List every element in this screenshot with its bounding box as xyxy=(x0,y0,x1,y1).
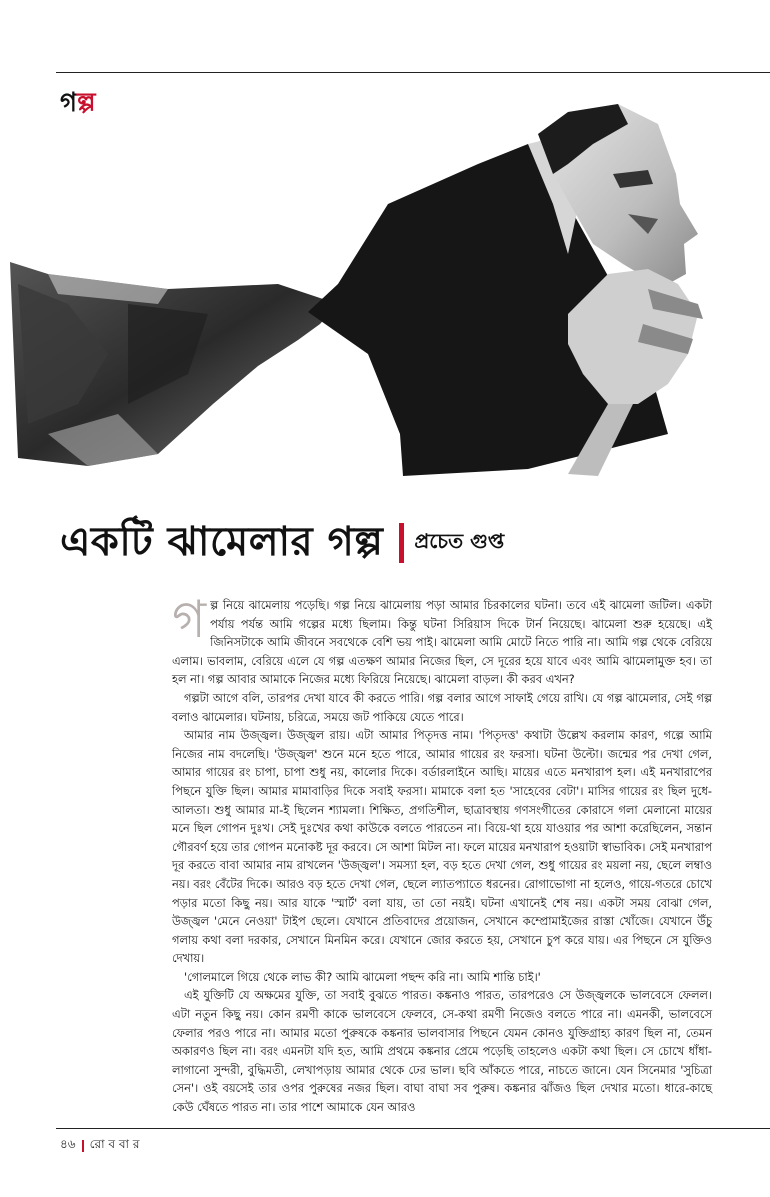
paragraph-text: ল্প নিয়ে ঝামেলায় পড়েছি। গল্প নিয়ে ঝামেলায় পড়া আমার চিরকালের ঘটনা। তবে এই ঝামেলা জটিল। একটা পর্যায় পর্যন্ত আমি গল্পের মধ্যে ছিলাম। কিন্তু ঘটনা সিরিয়াস দিকে টার্ন নিয়েছে। ঝামেলা শুরু হয়েছে। এই জিনিসটাকে আমি জীবনে সবথেকে বেশি ভয় পাই। ঝামেলা আমি মোটে নিতে পারি না। আমি গল্প থেকে বেরিয়ে এলাম। ভাবলাম, বেরিয়ে এলে যে গল্প এতক্ষণ আমার নিজের ছিল, সে দূরের হয়ে যাবে এবং আমি ঝামেলামুক্ত হব। তা হল না। গল্প আবার আমাকে নিজের মধ্যে ফিরিয়ে নিয়েছে। ঝামেলা বাড়ল। কী করব এখন? xyxy=(172,598,712,687)
paragraph: আমার নাম উজ্জ্বল। উজ্জ্বল রায়। এটা আমার পিতৃদত্ত নাম। 'পিতৃদত্ত' কথাটা উল্লেখ করলাম কারণ, গল্পে আমি নিজের নাম বদলেছি। 'উজ্জ্বল' শুনে মনে হতে পারে, আমার গায়ের রং ফরসা। ঘটনা উল্টো। জন্মের পর দেখা গেল, আমার গায়ের রং চাপা, চাপা শুধু নয়, কালোর দিকে। বর্ডারলাইনে আছি। মায়ের এতে মনখারাপ হল। এই মনখারাপের পিছনে যুক্তি ছিল। আমার মামাবাড়ির দিকে সবাই ফরসা। মামাকে বলা হত 'সাহেবের বেটা'। মাসির গায়ের রং ছিল দুধে-আলতা। শুধু আমার মা-ই ছিলেন শ্যামলা। শিক্ষিত, প্রগতিশীল, ছাত্রাবস্থায় গণসংগীতের কোরাসে গলা মেলানো মায়ের মনে ছিল গোপন দুঃখ। সেই দুঃখের কথা কাউকে বলতে পারতেন না। বিয়ে-থা হয়ে যাওয়ার পর আশা করেছিলেন, সন্তান গৌরবর্ণ হয়ে তার গোপন মনোকষ্ট দূর করবে। সে আশা মিটল না। ফলে মায়ের মনখারাপ হওয়াটা স্বাভাবিক। সেই মনখারাপ দূর করতে বাবা আমার নাম রাখলেন 'উজ্জ্বল'। সমস্যা হল, বড় হতে দেখা গেল, শুধু গায়ের রং ময়লা নয়, ছেলে লম্বাও নয়। বরং বেঁটের দিকে। আরও বড় হতে দেখা গেল, ছেলে ল্যাতপ্যাতে ধরনের। রোগাভোগা না হলেও, গায়ে-গতরে চোখে পড়ার মতো কিছু নয়। আর যাকে 'স্মার্ট' বলা যায়, তা তো নয়ই। ঘটনা এখানেই শেষ নয়। একটা সময় বোঝা গেল, উজ্জ্বল 'মেনে নেওয়া' টাইপ ছেলে। যেখানে প্রতিবাদের প্রয়োজন, সেখানে কম্প্রোমাইজের রাস্তা খোঁজে। যেখানে উঁচু গলায় কথা বলা দরকার, সেখানে মিনমিন করে। যেখানে জোর করতে হয়, সেখানে চুপ করে যায়। এর পিছনে সে যুক্তিও দেখায়। xyxy=(172,728,712,966)
article-body xyxy=(172,590,712,1117)
paragraph xyxy=(172,590,712,689)
magazine-name: রো ব বা র xyxy=(89,1137,140,1151)
illustration xyxy=(8,104,770,484)
top-rule xyxy=(56,72,770,73)
bottom-rule xyxy=(56,1128,770,1129)
arm-shape xyxy=(10,262,338,466)
footer-separator xyxy=(82,1140,84,1152)
hand-shape xyxy=(568,269,703,476)
title-separator xyxy=(399,523,404,563)
page-number: ৪৬ xyxy=(60,1137,76,1151)
paragraph: এই যুক্তিটি যে অক্ষমের যুক্তি, তা সবাই বুঝতে পারত। কঙ্কনাও পারত, তারপরেও সে উজ্জ্বলকে ভালবেসে ফেলল। এটা নতুন কিছু নয়। কোন রমণী কাকে ভালবেসে ফেলবে, সে-কথা রমণী নিজেও বলতে পারে না। এমনকী, ভালবেসে ফেলার পরও পারে না। আমার মতো পুরুষকে কঙ্কনার ভালবাসার পিছনে যেমন কোনও যুক্তিগ্রাহ্য কারণ ছিল না, তেমন অকারণও ছিল না। বরং এমনটা যদি হত, আমি প্রথমে কঙ্কনার প্রেমে পড়েছি তাহলেও একটা কথা ছিল। সে চোখে ধাঁধা-লাগানো সুন্দরী, বুদ্ধিমতী, লেখাপড়ায় আমার থেকে ঢের ভাল। ছবি আঁকতে পারে, নাচতে জানে। যেন সিনেমার 'সুচিত্রা সেন'। ওই বয়সেই তার ওপর পুরুষের নজর ছিল। বাঘা বাঘা সব পুরুষ। কঙ্কনার ঝাঁজও ছিল দেখার মতো। ধারে-কাছে কেউ ঘেঁষতে পারত না। তার পাশে আমাকে যেন আরও xyxy=(172,988,712,1115)
section-label-accent: ল্প xyxy=(77,88,96,118)
drop-cap: গ xyxy=(172,590,207,650)
article-title: একটি ঝামেলার গল্প xyxy=(60,517,384,565)
paragraph: 'গোলমালে গিয়ে থেকে লাভ কী? আমি ঝামেলা পছন্দ করি না। আমি শান্তি চাই।' xyxy=(184,969,541,984)
title-row xyxy=(60,508,504,578)
article-author: প্রচেত গুপ্ত xyxy=(414,528,505,553)
page-footer xyxy=(60,1136,139,1156)
paragraph: গল্পটা আগে বলি, তারপর দেখা যাবে কী করতে পারি। গল্প বলার আগে সাফাই গেয়ে রাখি। যে গল্প ঝামেলার, সেই গল্প বলাও ঝামেলার। ঘটনায়, চরিত্রে, সময়ে জট পাকিয়ে যেতে পারে। xyxy=(172,690,712,724)
section-label-main: গ xyxy=(60,88,78,118)
